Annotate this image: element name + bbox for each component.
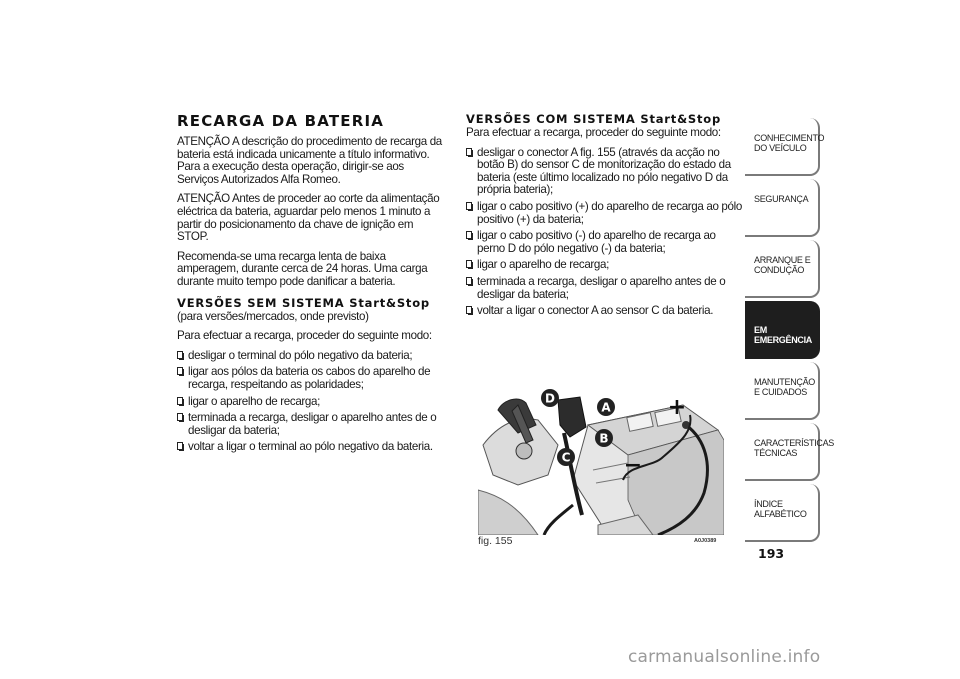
checkbox-bullet-icon: [177, 397, 183, 405]
label-c-marker: [557, 448, 575, 466]
checkbox-bullet-icon: [466, 277, 472, 285]
list-item: ligar o aparelho de recarga;: [177, 396, 447, 409]
left-column: [177, 112, 447, 458]
list-item: desligar o conector A fig. 155 (através da acção no botão B) do sensor C de monitorização do estado da bateria (este último localizado no pólo negativo D da própria bateria);: [466, 147, 746, 197]
procedure-list: [177, 350, 447, 454]
section-title-start-stop: VERSÕES COM SISTEMA Start&Stop: [466, 112, 722, 126]
checkbox-bullet-icon: [466, 202, 472, 210]
battery-figure: [478, 385, 724, 535]
recommendation-paragraph: Recomenda-se uma recarga lenta de baixa amperagem, durante cerca de 24 horas. Uma carga durante muito tempo pode danificar a bateria.: [177, 249, 428, 288]
svg-text:B: B: [599, 431, 609, 446]
svg-text:D: D: [545, 391, 555, 406]
warning-paragraph-2: ATENÇÃO Antes de proceder ao corte da alimentação eléctrica da bateria, aguardar pelo menos 1 minuto a partir do posicionamento da chave de ignição em STOP.: [177, 192, 440, 244]
checkbox-bullet-icon: [177, 413, 183, 421]
list-item: terminada a recarga, desligar o aparelho antes de o desligar da bateria;: [177, 412, 447, 437]
tab-conhecimento-do-veiculo[interactable]: CONHECIMENTO DO VEÍCULO: [745, 118, 820, 176]
svg-text:C: C: [561, 450, 571, 465]
svg-text:A: A: [601, 400, 611, 415]
page-number: 193: [758, 546, 785, 561]
list-item: terminada a recarga, desligar o aparelho antes de o desligar da bateria;: [466, 276, 746, 301]
label-d-marker: [541, 389, 559, 407]
battery-illustration: [478, 385, 724, 535]
chapter-tabs: [745, 118, 835, 545]
procedure-intro-start-stop: Para efectuar a recarga, proceder do seguinte modo:: [466, 126, 721, 139]
list-item: ligar o aparelho de recarga;: [466, 259, 746, 272]
tab-em-emergencia[interactable]: EM EMERGÊNCIA: [745, 301, 820, 359]
tab-caracteristicas-tecnicas[interactable]: CARACTERÍSTICAS TÉCNICAS: [745, 423, 820, 481]
warning-paragraph-1: ATENÇÃO A descrição do procedimento de recarga da bateria está indicada unicamente a título informativo. Para a execução desta operação, dirigir-se aos Serviços Autorizados Alfa Romeo.: [177, 135, 442, 186]
list-item: ligar o cabo positivo (-) do aparelho de recarga ao perno D do pólo negativo (-) da bateria;: [466, 230, 746, 255]
procedure-intro: Para efectuar a recarga, proceder do seguinte modo:: [177, 329, 432, 343]
list-item: ligar aos pólos da bateria os cabos do aparelho de recarga, respeitando as polaridades;: [177, 366, 447, 391]
tab-manutencao-e-cuidados[interactable]: MANUTENÇÃO E CUIDADOS: [745, 362, 820, 420]
section-title-no-start-stop: VERSÕES SEM SISTEMA Start&Stop: [177, 295, 430, 310]
checkbox-bullet-icon: [466, 260, 472, 268]
procedure-list-start-stop: [466, 147, 746, 318]
list-item: desligar o terminal do pólo negativo da bateria;: [177, 350, 447, 363]
watermark: carmanualsonline.info: [628, 647, 821, 667]
tab-seguranca[interactable]: SEGURANÇA: [745, 179, 820, 237]
right-column: [466, 112, 746, 322]
page-title: RECARGA DA BATERIA: [177, 112, 385, 130]
section-subtitle: (para versões/mercados, onde previsto): [177, 309, 369, 323]
tab-indice-alfabetico[interactable]: ÍNDICE ALFABÉTICO: [745, 484, 820, 542]
figure-code: A0J0389: [694, 538, 717, 544]
checkbox-bullet-icon: [466, 306, 472, 314]
checkbox-bullet-icon: [466, 231, 472, 239]
minus-sign-icon: −: [623, 453, 643, 478]
checkbox-bullet-icon: [177, 367, 183, 375]
checkbox-bullet-icon: [466, 148, 472, 156]
figure-caption: fig. 155: [478, 535, 513, 547]
label-a-marker: [597, 398, 615, 416]
plus-sign-icon: +: [667, 395, 687, 420]
tab-arranque-e-conducao[interactable]: ARRANQUE E CONDUÇÃO: [745, 240, 820, 298]
list-item: voltar a ligar o conector A ao sensor C da bateria.: [466, 305, 746, 318]
label-b-marker: [595, 429, 613, 447]
list-item: voltar a ligar o terminal ao pólo negativo da bateria.: [177, 441, 447, 454]
list-item: ligar o cabo positivo (+) do aparelho de recarga ao pólo positivo (+) da bateria;: [466, 201, 746, 226]
checkbox-bullet-icon: [177, 442, 183, 450]
checkbox-bullet-icon: [177, 351, 183, 359]
